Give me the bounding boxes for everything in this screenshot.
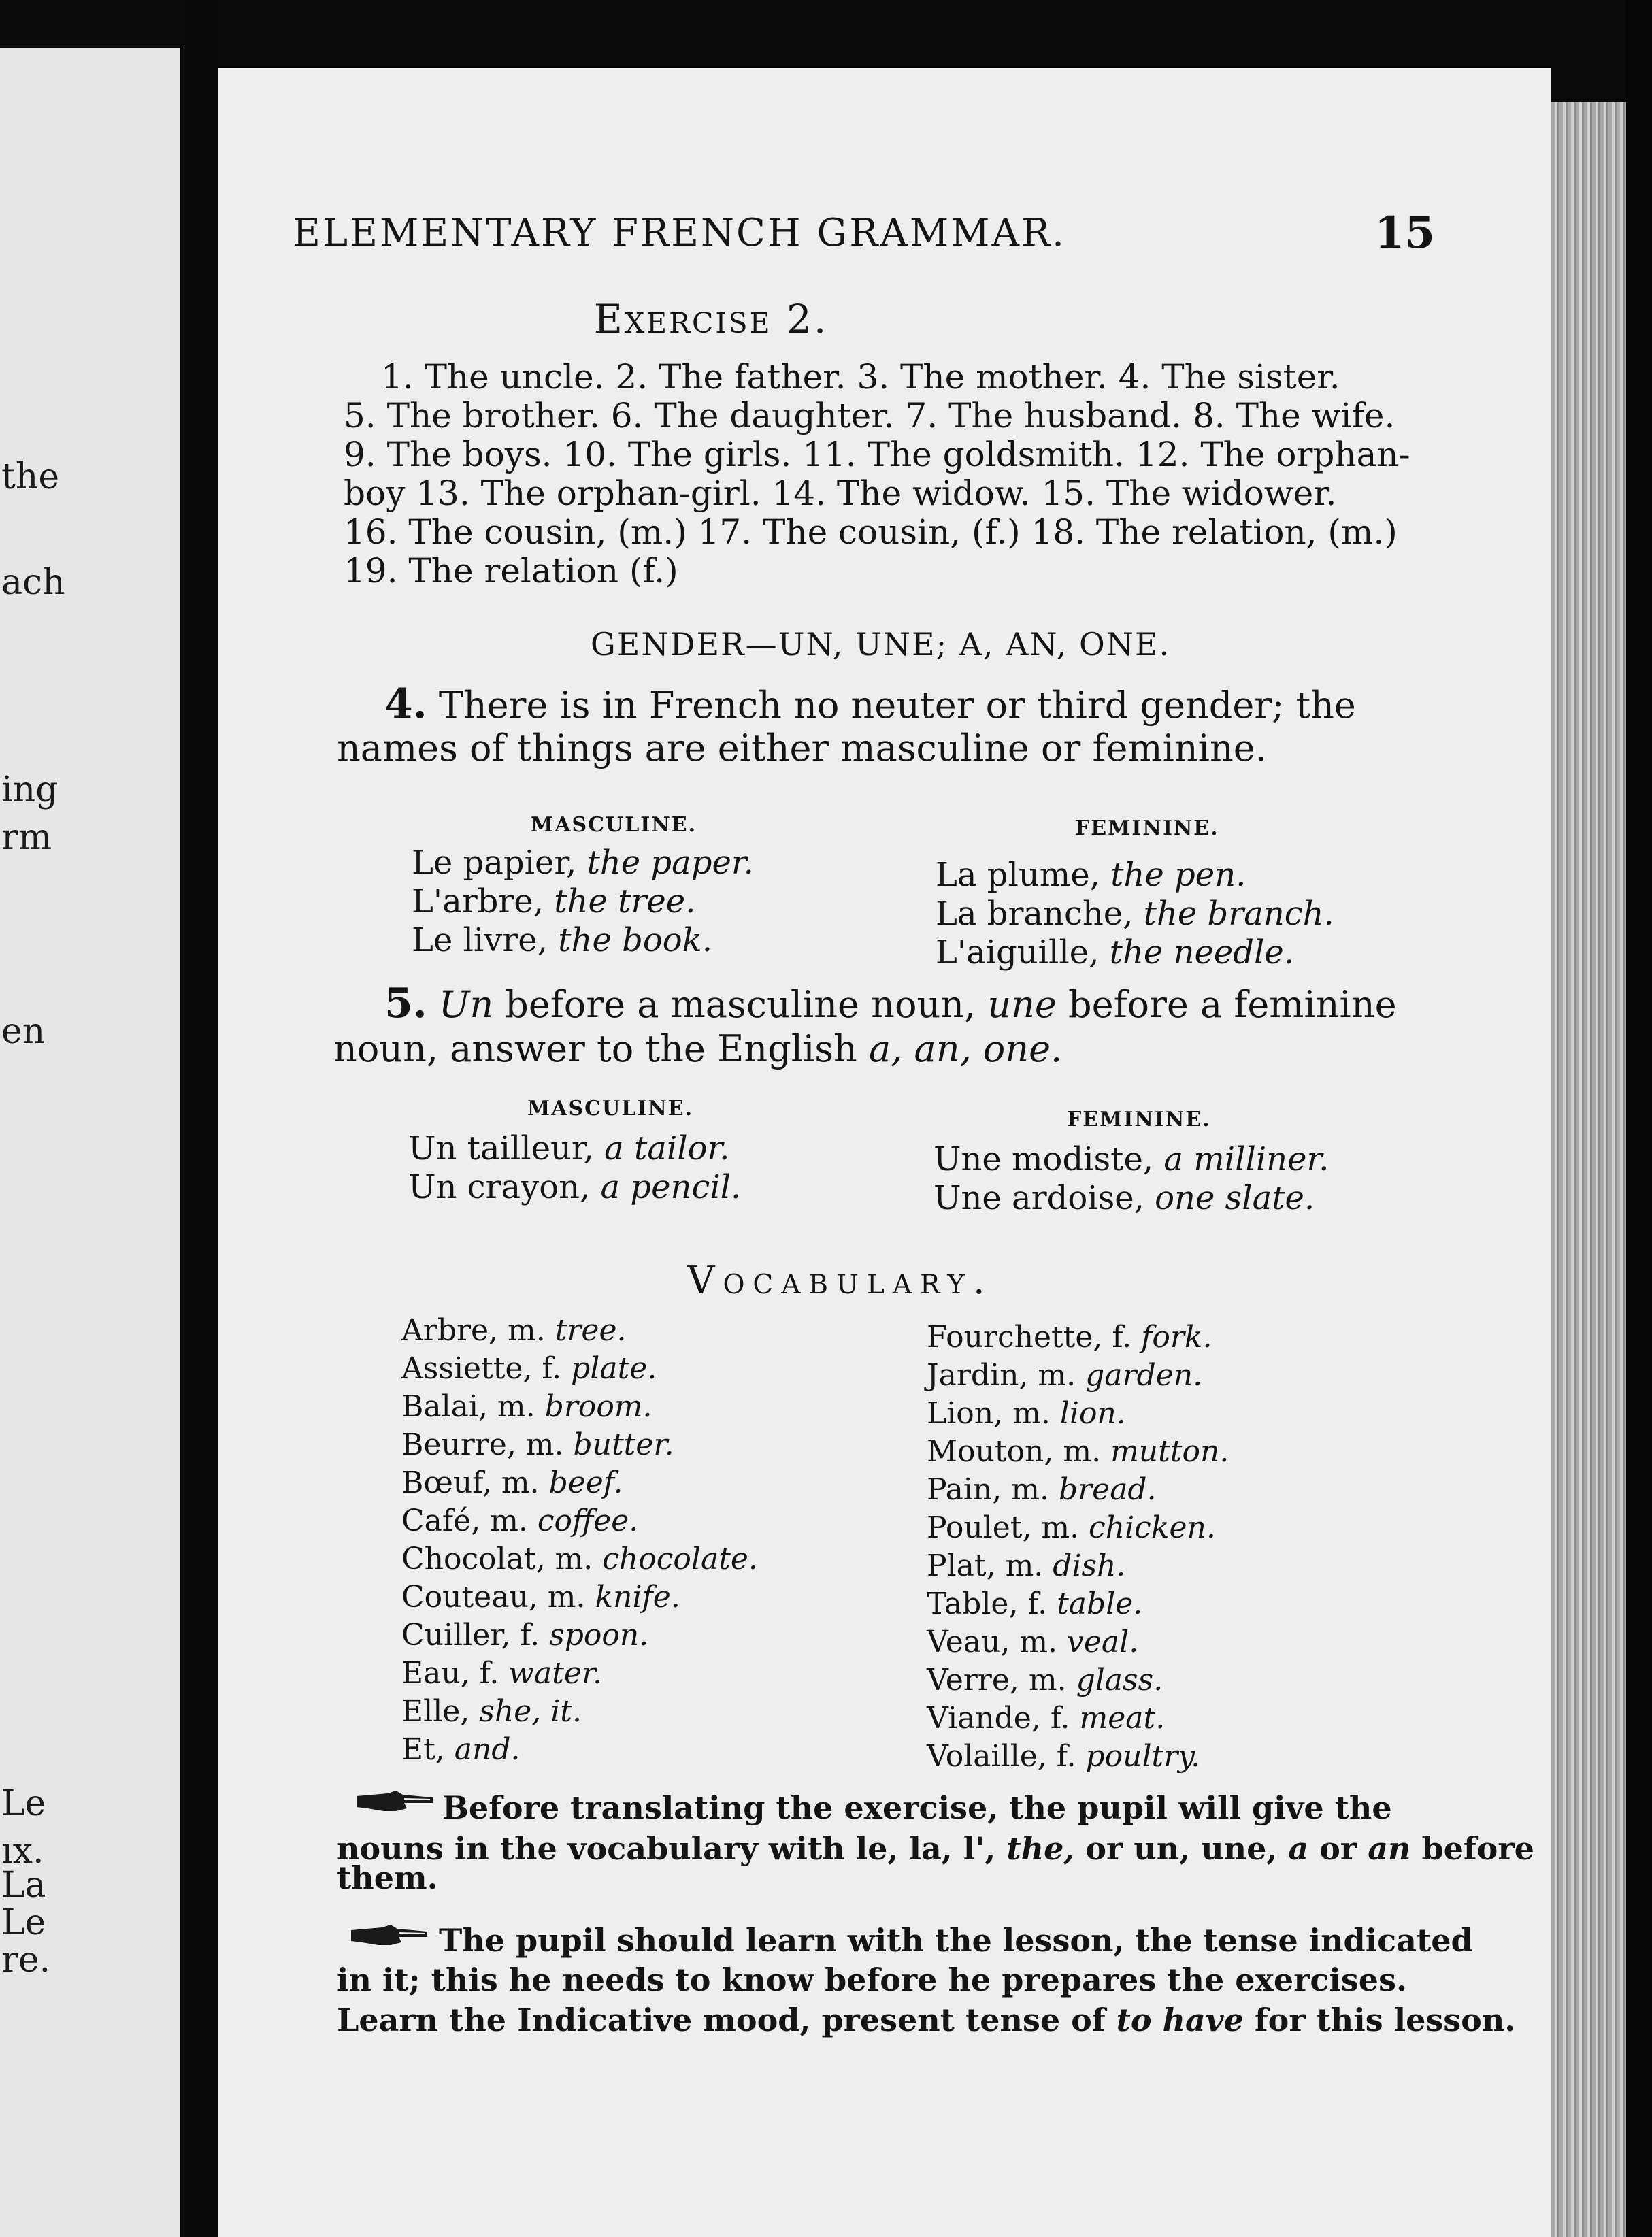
masculine-example [412,921,712,959]
rule-number: 4. [384,680,427,728]
left-page-fragment: Le [1,1902,46,1943]
vocabulary-word: Cuiller, f. [401,1618,550,1653]
exercise-line: 19. The relation (f.) [344,551,678,591]
english-translation: the pen. [1110,856,1246,894]
feminine-example [936,933,1294,972]
note-1-line-3: them. [337,1859,438,1896]
feminine-example [936,856,1246,894]
vocabulary-meaning: fork. [1141,1320,1212,1355]
english-translation: the needle. [1109,933,1294,972]
running-header: ELEMENTARY FRENCH GRAMMAR. [293,211,1066,255]
english-translation: the tree. [554,882,696,921]
english-translation: the branch. [1143,895,1334,933]
vocabulary-item [927,1434,1229,1469]
feminine-example [934,1179,1315,1217]
vocabulary-word: Eau, f. [401,1656,509,1691]
vocabulary-meaning: lion. [1059,1396,1126,1431]
vocabulary-meaning: table. [1057,1587,1143,1621]
vocabulary-meaning: meat. [1079,1701,1166,1736]
masculine-heading: MASCULINE. [531,813,697,837]
note-text: for this lesson. [1254,2002,1516,2038]
rule-text: before a masculine noun, [505,983,976,1026]
left-page-fragment: re. [1,1940,51,1981]
note-2-line-1: The pupil should learn with the lesson, the tense indicated [439,1922,1473,1959]
vocabulary-meaning: plate. [571,1351,657,1386]
exercise-heading [0,296,1422,342]
left-page-fragment: en [1,1011,46,1052]
vocabulary-meaning: bread. [1058,1472,1157,1507]
rule-4-line-2: names of things are either masculine or feminine. [337,727,1267,769]
english-translation: the book. [558,921,712,959]
rule-number: 5. [384,980,427,1027]
rule-text: noun, answer to the English [333,1027,857,1070]
vocabulary-word: Balai, m. [401,1389,545,1424]
vocabulary-item [401,1542,758,1576]
vocabulary-word: Verre, m. [927,1663,1076,1697]
note-term: to have [1116,2002,1244,2038]
feminine-example [936,895,1334,933]
french-word: L'aiguille, [936,933,1110,972]
rule-5-line-1 [384,980,1397,1027]
feminine-heading: FEMININE. [1067,1108,1211,1131]
pointing-hand-icon [348,1922,430,1949]
french-word: Un crayon, [408,1168,601,1206]
masculine-example [412,844,754,882]
vocabulary-item [927,1663,1163,1697]
vocabulary-item [927,1510,1216,1545]
french-word: Une ardoise, [934,1179,1155,1217]
note-term: a [1288,1830,1309,1867]
masculine-example [408,1168,741,1206]
vocabulary-item [401,1389,652,1424]
exercise-line: 5. The brother. 6. The daughter. 7. The husband. 8. The wife. [344,396,1395,435]
note-text: or un, une, [1085,1830,1278,1867]
vocabulary-item [401,1656,602,1691]
vocabulary-item [401,1504,638,1538]
note-text: nouns in the vocabulary with le, la, l', [337,1830,996,1867]
vocabulary-item [927,1548,1125,1583]
exercise-line: 9. The boys. 10. The girls. 11. The goldsmith. 12. The orphan- [344,435,1410,474]
english-translation: a milliner. [1163,1140,1329,1178]
vocabulary-item [927,1625,1138,1659]
vocabulary-meaning: dish. [1053,1548,1126,1583]
vocabulary-word: Viande, f. [927,1701,1080,1736]
vocabulary-meaning: beef. [548,1465,623,1500]
vocabulary-item [927,1472,1157,1507]
masculine-example [412,882,695,921]
vocabulary-item [927,1320,1212,1355]
french-word: La plume, [936,856,1111,894]
exercise-line: 1. The uncle. 2. The father. 3. The mother. 4. The sister. [381,357,1340,397]
vocabulary-meaning: coffee. [537,1504,639,1538]
rule-term: a, an, one. [868,1027,1063,1070]
vocabulary-item [927,1358,1202,1393]
vocabulary-word: Poulet, m. [927,1510,1089,1545]
note-text: before [1421,1830,1534,1867]
french-word: Le livre, [412,921,559,959]
vocabulary-word: Pain, m. [927,1472,1059,1507]
vocabulary-item [401,1465,623,1500]
vocabulary-meaning: chicken. [1089,1510,1216,1545]
vocabulary-heading-text: Vocabulary. [687,1259,993,1303]
vocabulary-word: Assiette, f. [401,1351,572,1386]
english-translation: a tailor. [604,1129,730,1167]
vocabulary-item [927,1396,1126,1431]
vocabulary-item [401,1694,582,1729]
french-word: La branche, [936,895,1144,933]
vocabulary-meaning: and. [454,1732,521,1767]
vocabulary-item [401,1580,680,1614]
vocabulary-item [401,1313,627,1348]
french-word: L'arbre, [412,882,555,921]
rule-5-line-2 [333,1027,1062,1070]
vocabulary-meaning: spoon. [549,1618,649,1653]
vocabulary-word: Veau, m. [927,1625,1068,1659]
vocabulary-word: Bœuf, m. [401,1465,549,1500]
french-word: Le papier, [412,844,587,882]
english-translation: the paper. [587,844,754,882]
vocabulary-item [401,1618,648,1653]
exercise-line: boy 13. The orphan-girl. 14. The widow. 15. The widower. [344,474,1337,513]
note-text: Learn the Indicative mood, present tense of [337,2002,1106,2038]
section-heading: GENDER—UN, UNE; A, AN, ONE. [591,626,1171,663]
note-term: the, [1006,1830,1075,1867]
french-word: Un tailleur, [408,1129,605,1167]
vocabulary-word: Couteau, m. [401,1580,595,1614]
vocabulary-word: Arbre, m. [401,1313,555,1348]
rule-text: before a feminine [1068,983,1397,1026]
vocabulary-word: Et, [401,1732,455,1767]
left-page-fragment: Le [1,1783,46,1824]
left-page-fragment: ıx. [1,1831,44,1872]
right-margin [1626,0,1652,2237]
vocabulary-item [401,1427,674,1462]
vocabulary-word: Elle, [401,1694,480,1729]
exercise-heading-text: Exercise 2. [593,296,829,342]
vocabulary-item [401,1351,657,1386]
vocabulary-meaning: chocolate. [602,1542,758,1576]
vocabulary-word: Jardin, m. [927,1358,1086,1393]
vocabulary-word: Chocolat, m. [401,1542,603,1576]
vocabulary-meaning: she, it. [479,1694,582,1729]
vocabulary-meaning: glass. [1076,1663,1163,1697]
english-translation: a pencil. [600,1168,742,1206]
left-page-fragment: the [1,457,60,497]
vocabulary-item [927,1587,1142,1621]
vocabulary-word: Lion, m. [927,1396,1060,1431]
vocabulary-word: Volaille, f. [927,1739,1086,1774]
english-translation: one slate. [1155,1179,1315,1217]
rule-4-line-1 [384,680,1356,728]
vocabulary-meaning: butter. [573,1427,674,1462]
note-2-line-2: in it; this he needs to know before he prepares the exercises. [337,1961,1407,1998]
vocabulary-meaning: veal. [1067,1625,1139,1659]
vocabulary-word: Plat, m. [927,1548,1053,1583]
note-1-line-2 [337,1830,1534,1867]
page-edges [1551,102,1626,2237]
rule-term: une [987,983,1057,1026]
vocabulary-meaning: tree. [555,1313,627,1348]
left-page-fragment: ach [1,562,65,603]
exercise-line: 16. The cousin, (m.) 17. The cousin, (f.) 18. The relation, (m.) [344,512,1398,552]
rule-text: There is in French no neuter or third gender; the [438,684,1356,727]
vocabulary-word: Café, m. [401,1504,538,1538]
vocabulary-item [927,1739,1200,1774]
feminine-example [934,1140,1329,1178]
vocabulary-item [401,1732,521,1767]
french-word: Une modiste, [934,1140,1164,1178]
left-page-fragment: La [1,1865,46,1906]
note-1-line-1: Before translating the exercise, the pupil will give the [442,1789,1392,1826]
vocabulary-item [927,1701,1165,1736]
left-page-fragment: rm [1,817,52,858]
feminine-heading: FEMININE. [1075,816,1219,840]
vocabulary-word: Fourchette, f. [927,1320,1142,1355]
left-page-fragment: ing [1,769,59,810]
vocabulary-meaning: broom. [544,1389,652,1424]
vocabulary-word: Beurre, m. [401,1427,574,1462]
note-2-line-3 [337,2002,1515,2038]
vocabulary-meaning: water. [508,1656,603,1691]
vocabulary-meaning: knife. [595,1580,680,1614]
vocabulary-meaning: mutton. [1110,1434,1229,1469]
rule-term: Un [438,983,494,1026]
vocabulary-meaning: garden. [1085,1358,1203,1393]
vocabulary-word: Table, f. [927,1587,1057,1621]
masculine-heading: MASCULINE. [527,1097,694,1121]
pointing-hand-icon [354,1788,435,1815]
page-number: 15 [1374,208,1436,259]
vocabulary-meaning: poultry. [1085,1739,1201,1774]
note-text: or [1319,1830,1357,1867]
vocabulary-word: Mouton, m. [927,1434,1111,1469]
vocabulary-heading [687,1259,993,1303]
note-term: an [1368,1830,1411,1867]
masculine-example [408,1129,729,1167]
